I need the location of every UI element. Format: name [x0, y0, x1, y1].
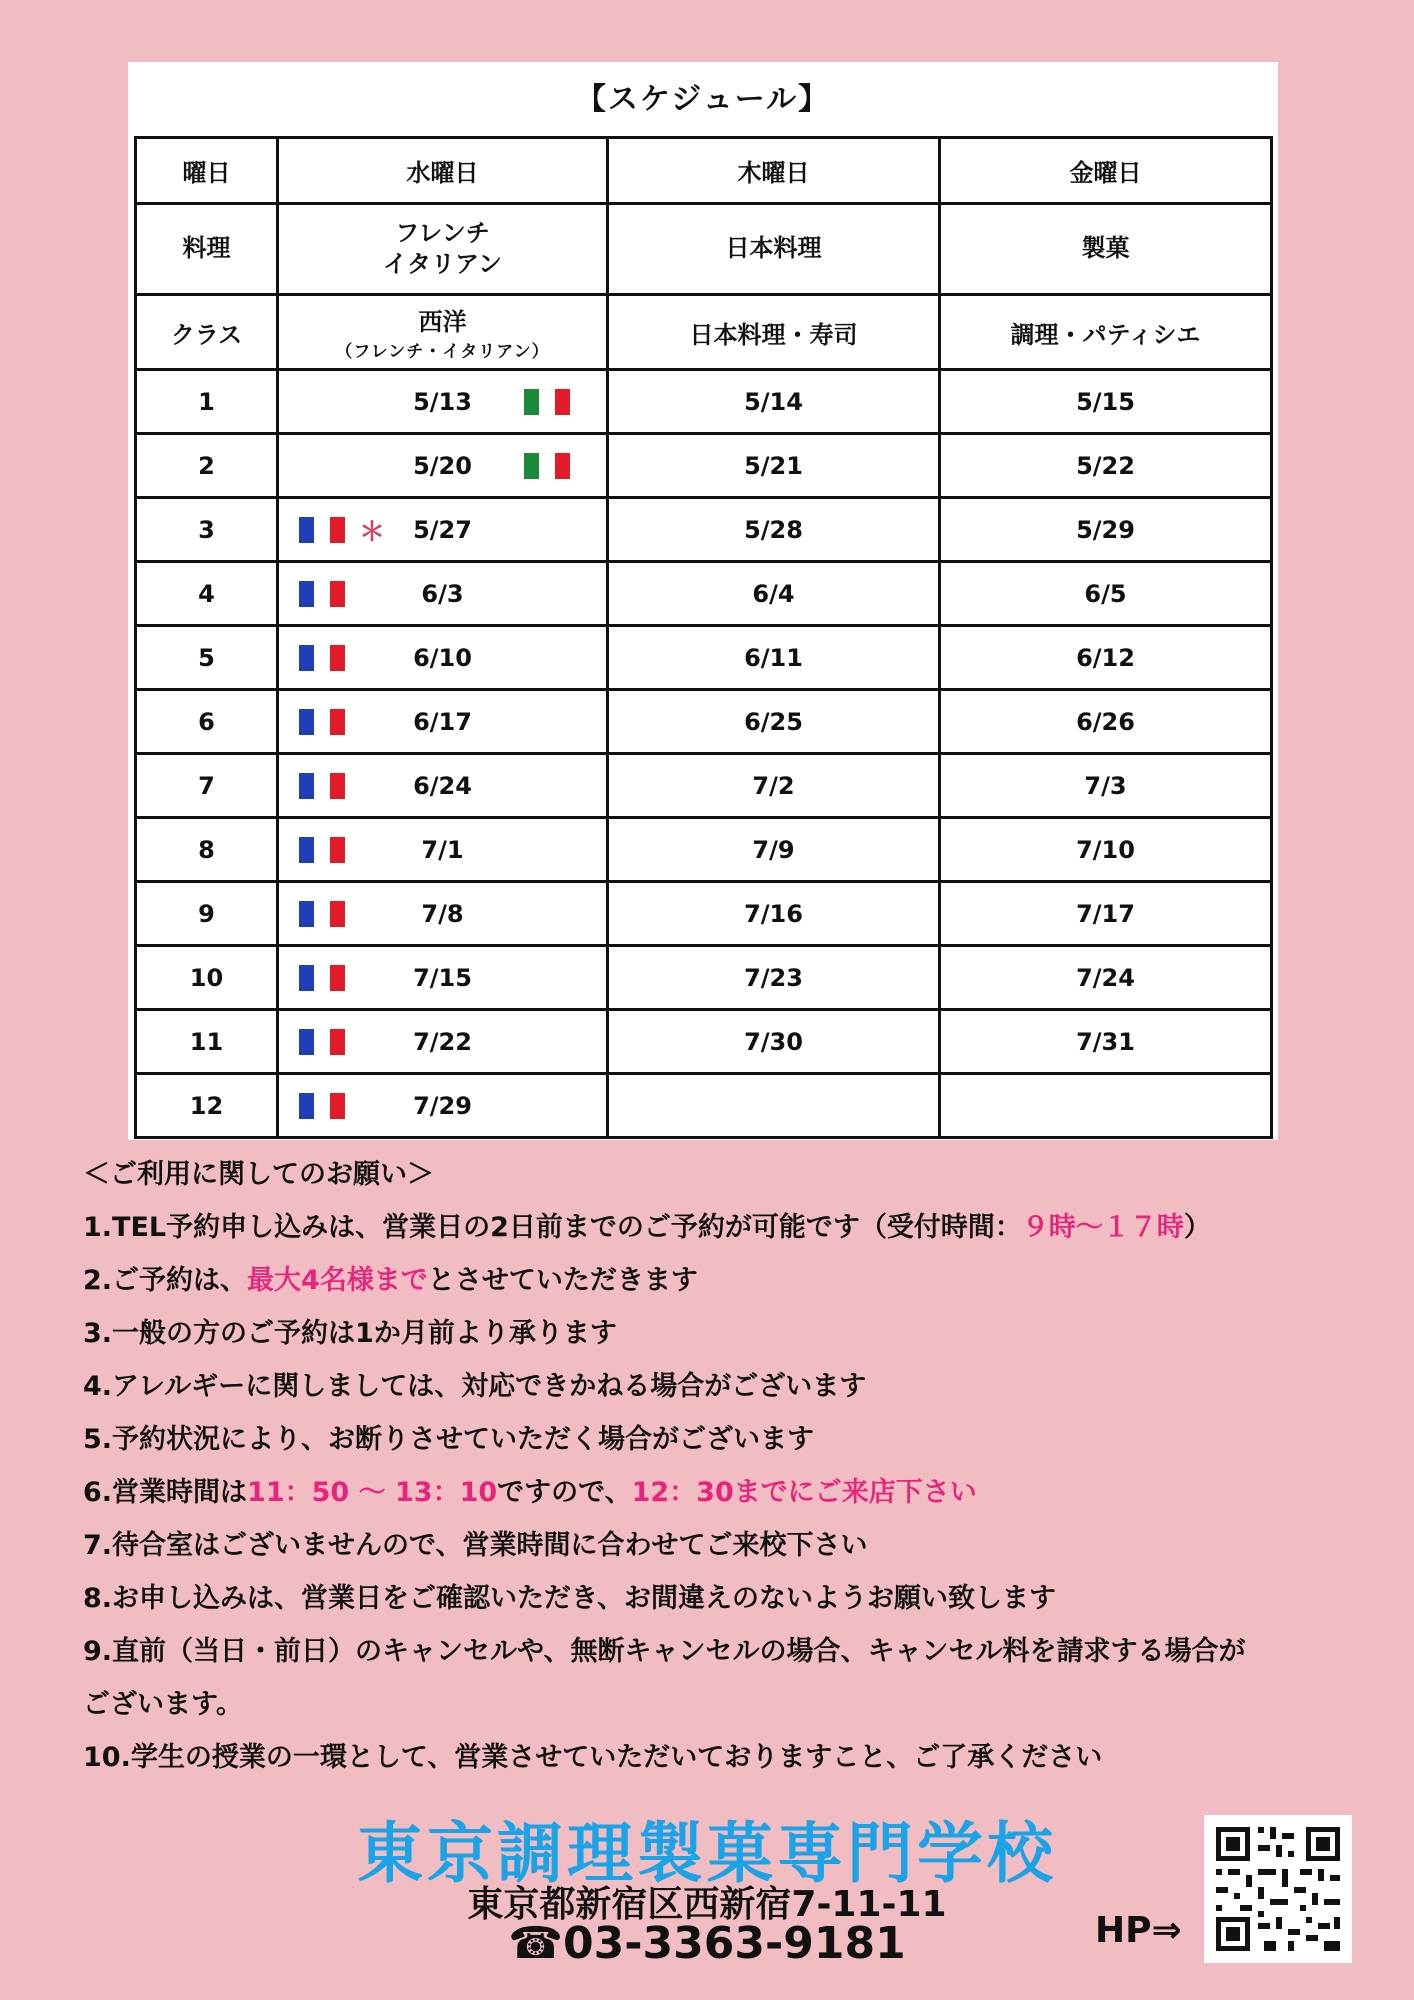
header-class-thu: 日本料理・寿司 [608, 295, 940, 370]
wed-date-cell [278, 370, 608, 434]
note-6-text: 6.営業時間は [83, 1477, 248, 1508]
header-cuisine-thu: 日本料理 [608, 204, 940, 295]
wed-date-cell [278, 818, 608, 882]
header-row-cuisine [136, 204, 1272, 295]
wed-date-cell [278, 690, 608, 754]
schedule-title: 【スケジュール】 [575, 82, 831, 117]
note-6 [83, 1466, 1383, 1519]
wed-date: 7/8 [421, 899, 464, 928]
asterisk-mark: ＊ [359, 517, 386, 547]
header-class-wed [278, 295, 608, 370]
thu-date: 6/4 [608, 562, 940, 626]
note-6-mid: ですので、 [497, 1477, 632, 1508]
wed-date: 6/24 [413, 771, 472, 800]
class-number: 6 [136, 690, 278, 754]
header-day-label: 曜日 [136, 138, 278, 204]
class-number: 3 [136, 498, 278, 562]
schedule-table [134, 136, 1273, 1139]
class-number: 5 [136, 626, 278, 690]
wed-date: 6/17 [413, 707, 472, 736]
thu-date: 6/11 [608, 626, 940, 690]
note-4: 4.アレルギーに関しましては、対応できかねる場合がございます [83, 1371, 867, 1402]
class-number: 2 [136, 434, 278, 498]
thu-date: 5/21 [608, 434, 940, 498]
wed-date-cell [278, 562, 608, 626]
header-class-label: クラス [136, 295, 278, 370]
schedule-row [136, 1010, 1272, 1074]
fri-date: 7/31 [940, 1010, 1272, 1074]
fri-date: 5/15 [940, 370, 1272, 434]
header-day-fri: 金曜日 [940, 138, 1272, 204]
note-8: 8.お申し込みは、営業日をご確認いただき、お間違えのないようお願い致します [83, 1583, 1056, 1614]
header-cuisine-label: 料理 [136, 204, 278, 295]
header-cuisine-wed [278, 204, 608, 295]
fri-date: 7/17 [940, 882, 1272, 946]
header-row-day [136, 138, 1272, 204]
thu-date: 5/28 [608, 498, 940, 562]
header-class-fri: 調理・パティシエ [940, 295, 1272, 370]
school-phone: ☎03-3363-9181 [508, 1918, 906, 1969]
thu-date: 7/23 [608, 946, 940, 1010]
schedule-row [136, 818, 1272, 882]
schedule-row [136, 946, 1272, 1010]
note-5: 5.予約状況により、お断りさせていただく場合がございます [83, 1424, 815, 1455]
schedule-row [136, 626, 1272, 690]
thu-date: 7/30 [608, 1010, 940, 1074]
wed-date-cell [278, 946, 608, 1010]
note-3: 3.一般の方のご予約は1か月前より承ります [83, 1318, 617, 1349]
class-number: 12 [136, 1074, 278, 1138]
schedule-row [136, 434, 1272, 498]
note-9-line1: 9.直前（当日・前日）のキャンセルや、無断キャンセルの場合、キャンセル料を請求する場合が [83, 1636, 1246, 1667]
wed-date: 6/10 [413, 643, 472, 672]
wed-date-cell [278, 1010, 608, 1074]
notes-section [83, 1148, 1383, 1784]
wed-date-cell [278, 434, 608, 498]
fri-date: 7/24 [940, 946, 1272, 1010]
thu-date: 6/25 [608, 690, 940, 754]
fri-date: 7/3 [940, 754, 1272, 818]
header-row-class [136, 295, 1272, 370]
note-2-text: 2.ご予約は、 [83, 1265, 248, 1296]
wed-date-cell [278, 626, 608, 690]
note-2 [83, 1254, 1383, 1307]
class-number: 11 [136, 1010, 278, 1074]
wed-date: 7/15 [413, 963, 472, 992]
schedule-row [136, 690, 1272, 754]
fri-date: 5/29 [940, 498, 1272, 562]
fri-date: 5/22 [940, 434, 1272, 498]
cuisine-wed-line1: フレンチ [395, 218, 490, 247]
note-1-text: 1.TEL予約申し込みは、営業日の2日前までのご予約が可能です（受付時間： [83, 1212, 1022, 1243]
class-number: 10 [136, 946, 278, 1010]
note-7: 7.待合室はございませんので、営業時間に合わせてご来校下さい [83, 1530, 868, 1561]
header-day-wed: 水曜日 [278, 138, 608, 204]
wed-date-cell [278, 754, 608, 818]
note-9-line2: ございます。 [83, 1689, 243, 1720]
notes-heading: ＜ご利用に関してのお願い＞ [83, 1159, 434, 1190]
note-1 [83, 1201, 1383, 1254]
note-6-highlight-hours: 11：50 〜 13：10 [247, 1477, 498, 1508]
thu-date: 7/9 [608, 818, 940, 882]
schedule-row [136, 562, 1272, 626]
fri-date: 6/5 [940, 562, 1272, 626]
schedule-row [136, 370, 1272, 434]
wed-date: 5/13 [413, 387, 472, 416]
fri-date: 6/26 [940, 690, 1272, 754]
class-number: 9 [136, 882, 278, 946]
wed-date: 5/27 [413, 515, 472, 544]
cuisine-wed-line2: イタリアン [382, 250, 503, 278]
note-6-highlight-deadline: 12：30までにご来店下さい [631, 1477, 977, 1508]
schedule-row [136, 498, 1272, 562]
note-2-highlight: 最大4名様まで [247, 1265, 428, 1296]
qr-code-image [1204, 1815, 1352, 1963]
thu-date: 5/14 [608, 370, 940, 434]
schedule-row [136, 882, 1272, 946]
wed-date: 5/20 [413, 451, 472, 480]
thu-date [608, 1074, 940, 1138]
fri-date: 7/10 [940, 818, 1272, 882]
wed-date-cell [278, 1074, 608, 1138]
fri-date [940, 1074, 1272, 1138]
schedule-row [136, 1074, 1272, 1138]
fri-date: 6/12 [940, 626, 1272, 690]
class-wed-line2: （フレンチ・イタリアン） [335, 342, 550, 362]
note-10: 10.学生の授業の一環として、営業させていただいておりますこと、ご了承ください [83, 1742, 1103, 1773]
wed-date-cell [278, 882, 608, 946]
thu-date: 7/2 [608, 754, 940, 818]
thu-date: 7/16 [608, 882, 940, 946]
header-cuisine-fri: 製菓 [940, 204, 1272, 295]
school-name: 東京調理製菓専門学校 [357, 1815, 1057, 1892]
note-1-end: ） [1183, 1212, 1211, 1243]
note-2-end: とさせていただきます [427, 1265, 698, 1296]
header-day-thu: 木曜日 [608, 138, 940, 204]
wed-date: 6/3 [421, 579, 464, 608]
wed-date: 7/1 [421, 835, 464, 864]
schedule-panel [128, 62, 1278, 1140]
hp-label: HP⇒ [1095, 1910, 1182, 1951]
school-address: 東京都新宿区西新宿7-11-11 [467, 1884, 947, 1925]
wed-date-cell [278, 498, 608, 562]
class-number: 1 [136, 370, 278, 434]
qr-code[interactable] [1204, 1815, 1352, 1963]
class-number: 7 [136, 754, 278, 818]
class-wed-line1: 西洋 [418, 308, 467, 336]
schedule-row [136, 754, 1272, 818]
wed-date: 7/29 [413, 1091, 472, 1120]
note-1-highlight: ９時〜１７時 [1021, 1212, 1184, 1243]
class-number: 4 [136, 562, 278, 626]
class-number: 8 [136, 818, 278, 882]
wed-date: 7/22 [413, 1027, 472, 1056]
